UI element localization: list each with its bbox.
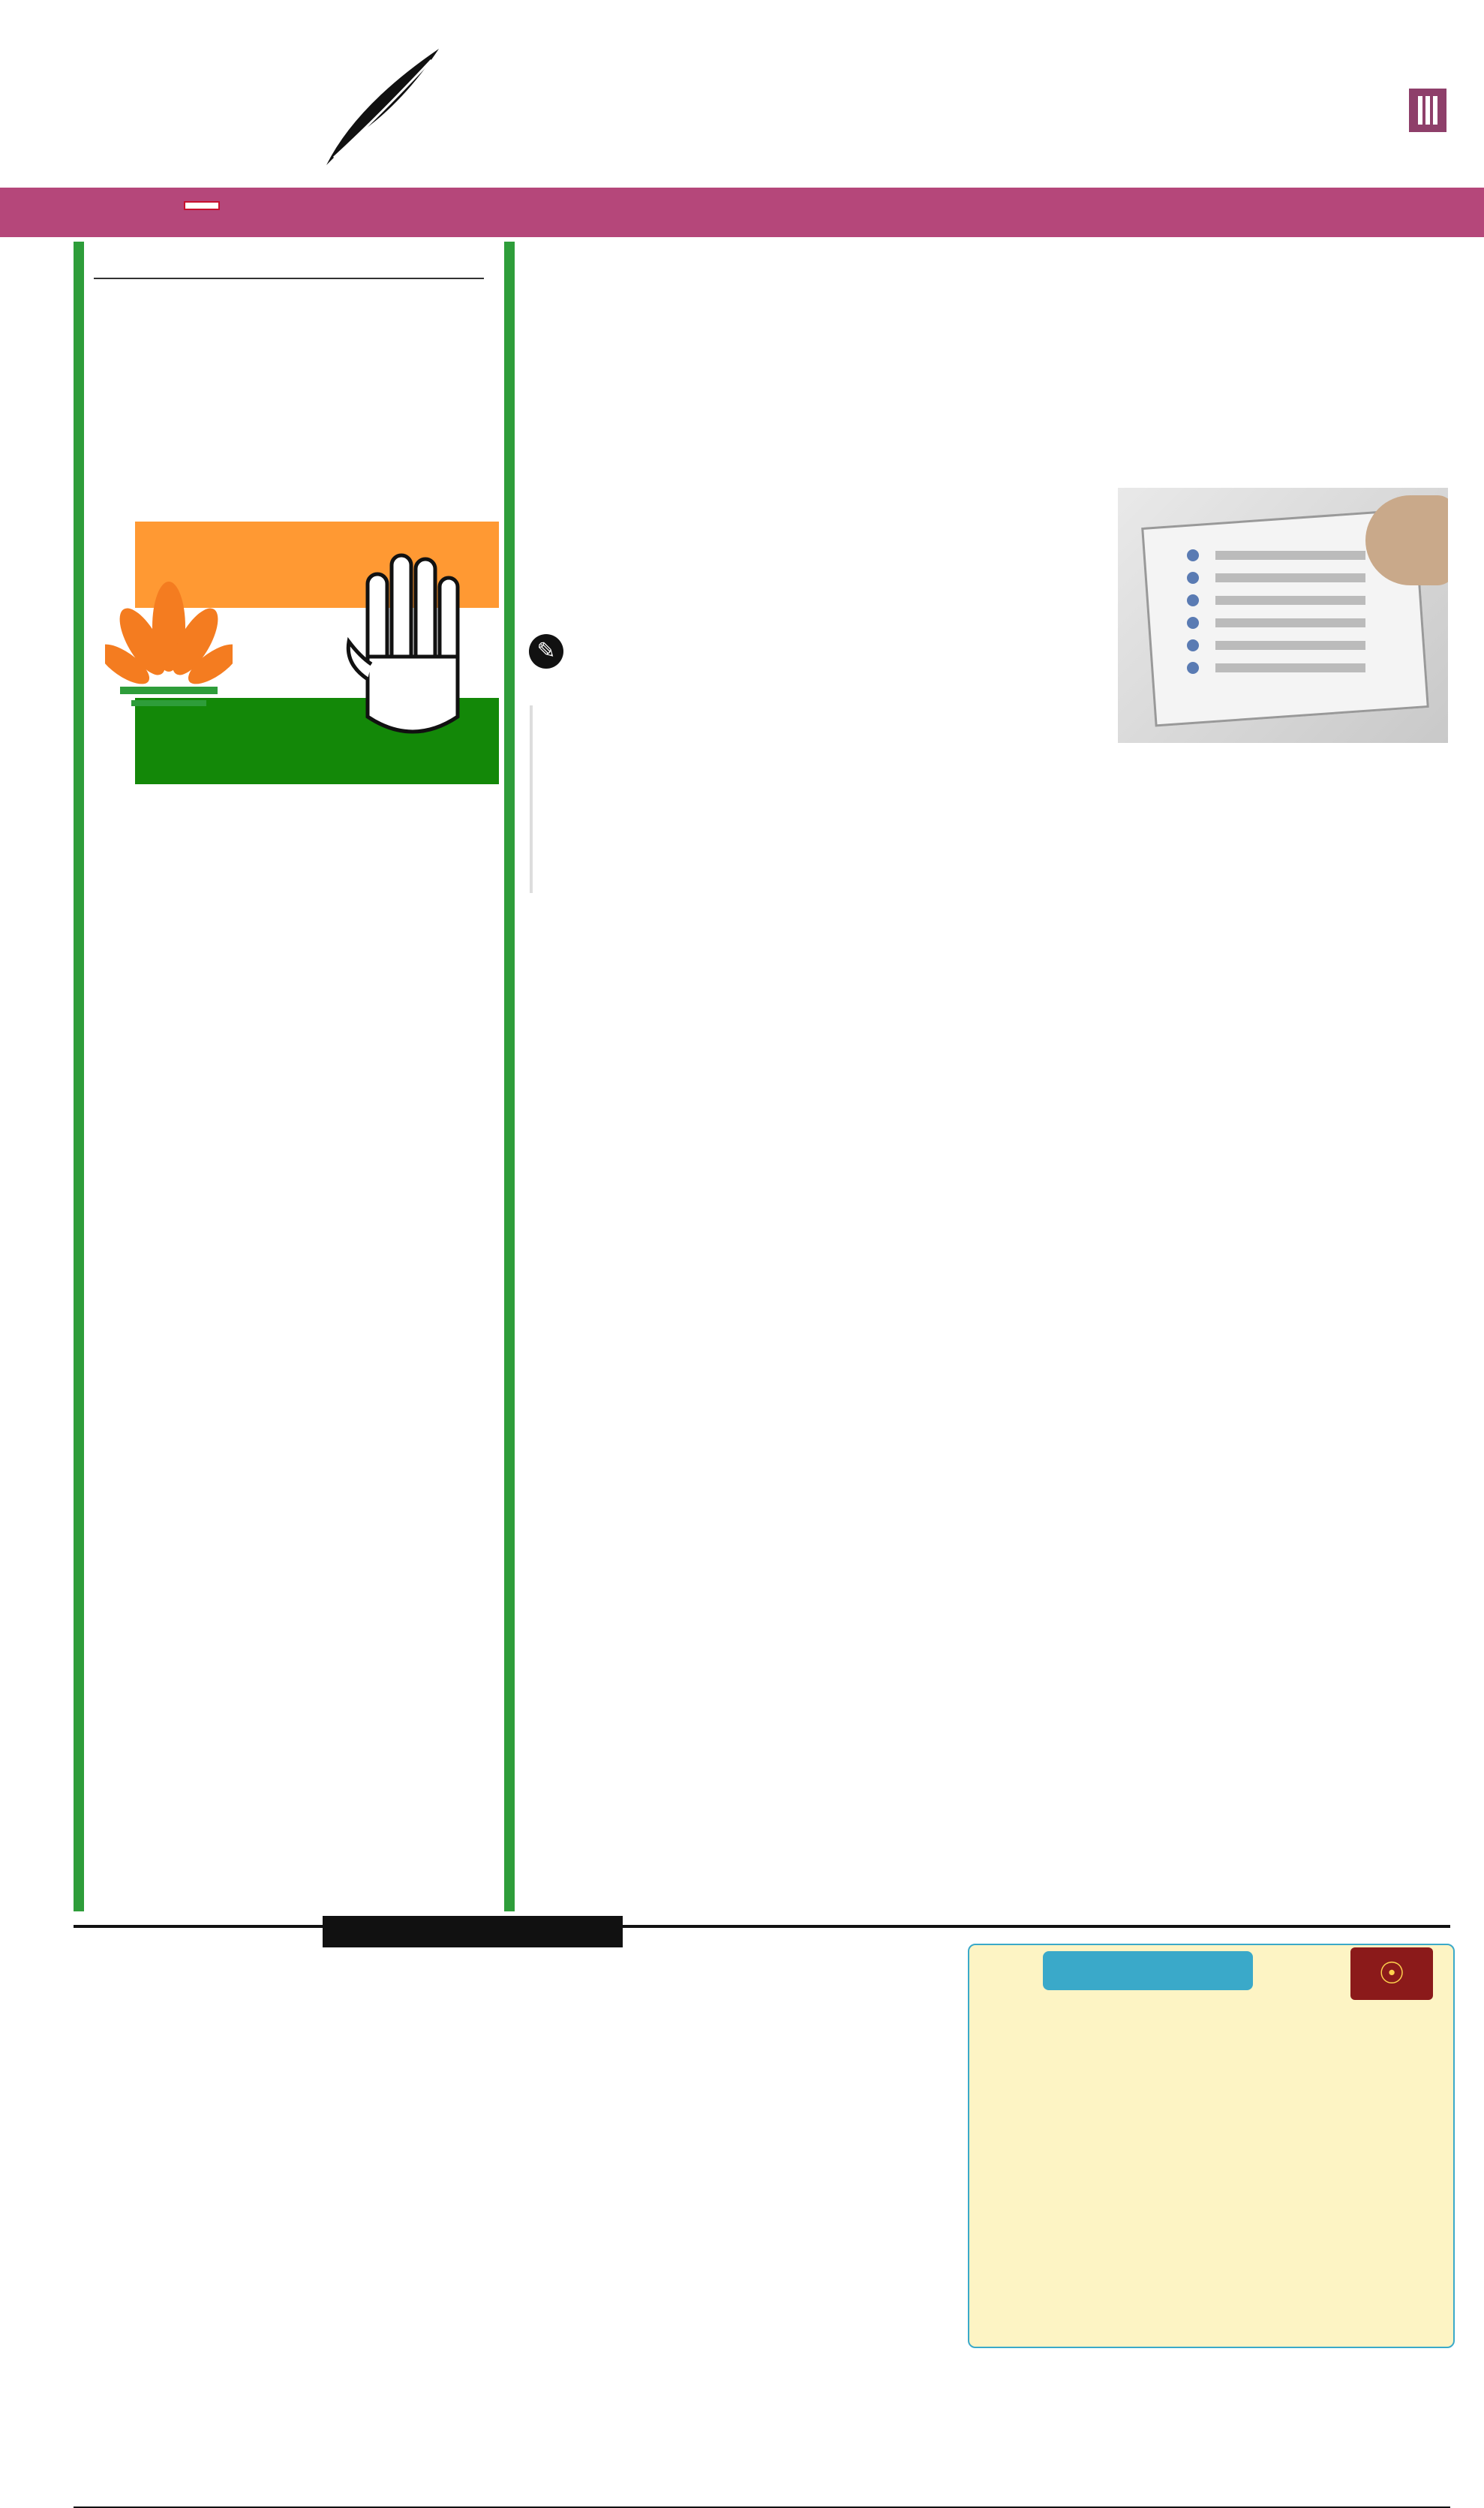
florida-body bbox=[83, 2007, 953, 2326]
article-col2 bbox=[998, 750, 1223, 1899]
party-symbols-image bbox=[90, 522, 499, 784]
editorial-rule-top bbox=[94, 278, 484, 279]
section-tag bbox=[184, 201, 220, 210]
section-band bbox=[0, 188, 1484, 237]
article-col1 bbox=[743, 597, 983, 1902]
lotus-icon bbox=[105, 574, 233, 717]
masthead bbox=[0, 0, 1484, 188]
reader-connect-rule bbox=[74, 1925, 1450, 1928]
reader-connect-tab bbox=[323, 1916, 623, 1947]
brand-bars-icon bbox=[1409, 89, 1446, 132]
rashi-title bbox=[1043, 1951, 1253, 1990]
editorial-body bbox=[94, 794, 488, 1897]
quill-icon bbox=[311, 45, 446, 173]
pencil-icon: ✎ bbox=[529, 634, 563, 669]
rashi-col-left bbox=[975, 2000, 1204, 2341]
rashi-col-right bbox=[1212, 2000, 1444, 2341]
rashi-emblem-icon: ☉ bbox=[1350, 1947, 1433, 2000]
article-col2-lead bbox=[998, 492, 1110, 747]
hand-icon bbox=[338, 544, 488, 769]
article-col3 bbox=[1234, 750, 1448, 1899]
evm-image bbox=[1118, 488, 1448, 743]
pullquote-box bbox=[530, 705, 731, 893]
